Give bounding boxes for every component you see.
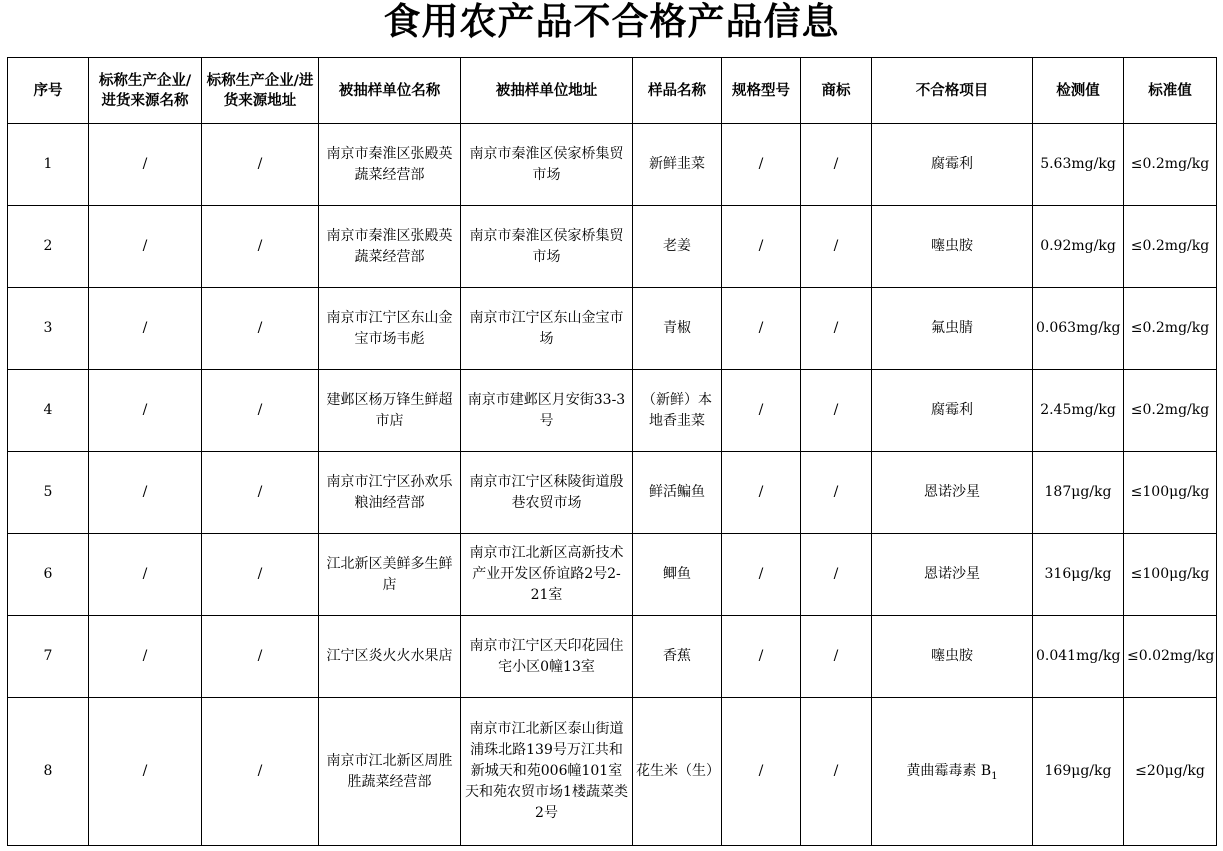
cell-spec: / <box>722 616 801 698</box>
cell-standard-value: ≤100μg/kg <box>1124 452 1217 534</box>
cell-sample-name: （新鲜）本地香韭菜 <box>633 370 722 452</box>
cell-brand: / <box>801 288 872 370</box>
cell-standard-value: ≤0.2mg/kg <box>1124 370 1217 452</box>
cell-producer: / <box>89 206 202 288</box>
table-row <box>8 370 1217 452</box>
cell-sample-name: 新鲜韭菜 <box>633 124 722 206</box>
table-row <box>8 534 1217 616</box>
cell-failed-item <box>872 698 1033 846</box>
cell-measured-value: 187μg/kg <box>1033 452 1124 534</box>
cell-no: 7 <box>8 616 89 698</box>
cell-brand: / <box>801 616 872 698</box>
table-row <box>8 124 1217 206</box>
cell-failed-item <box>872 370 1033 452</box>
header-sampled-unit: 被抽样单位名称 <box>319 58 461 124</box>
failed-item-text: 噻虫胺 <box>931 648 973 664</box>
failed-item-text: 噻虫胺 <box>931 238 973 254</box>
cell-standard-value: ≤20μg/kg <box>1124 698 1217 846</box>
table-row <box>8 452 1217 534</box>
cell-sampled-unit-address: 南京市江宁区天印花园住宅小区0幢13室 <box>461 616 633 698</box>
cell-sample-name: 鲫鱼 <box>633 534 722 616</box>
unqualified-products-table <box>7 57 1217 846</box>
cell-producer: / <box>89 370 202 452</box>
cell-producer: / <box>89 124 202 206</box>
cell-sampled-unit-address: 南京市秦淮区侯家桥集贸市场 <box>461 206 633 288</box>
cell-brand: / <box>801 452 872 534</box>
cell-producer-address: / <box>202 288 319 370</box>
cell-sampled-unit-address: 南京市江北新区高新技术产业开发区侨谊路2号2-21室 <box>461 534 633 616</box>
cell-sampled-unit-address: 南京市江宁区东山金宝市场 <box>461 288 633 370</box>
failed-item-text: 恩诺沙星 <box>924 566 980 582</box>
cell-measured-value: 316μg/kg <box>1033 534 1124 616</box>
cell-producer-address: / <box>202 124 319 206</box>
cell-producer: / <box>89 452 202 534</box>
failed-item-text: 腐霉利 <box>931 402 973 418</box>
cell-brand: / <box>801 370 872 452</box>
cell-failed-item <box>872 452 1033 534</box>
cell-sampled-unit: 南京市秦淮区张殿英蔬菜经营部 <box>319 206 461 288</box>
header-producer: 标称生产企业/进货来源名称 <box>89 58 202 124</box>
table-header-row <box>8 58 1217 124</box>
cell-sampled-unit: 南京市秦淮区张殿英蔬菜经营部 <box>319 124 461 206</box>
cell-sampled-unit: 江宁区炎火火水果店 <box>319 616 461 698</box>
cell-no: 2 <box>8 206 89 288</box>
cell-sampled-unit-address: 南京市江宁区秣陵街道殷巷农贸市场 <box>461 452 633 534</box>
header-no: 序号 <box>8 58 89 124</box>
cell-sampled-unit: 江北新区美鲜多生鲜店 <box>319 534 461 616</box>
cell-no: 4 <box>8 370 89 452</box>
header-sampled-unit-address: 被抽样单位地址 <box>461 58 633 124</box>
cell-producer-address: / <box>202 534 319 616</box>
table-row <box>8 698 1217 846</box>
cell-no: 8 <box>8 698 89 846</box>
cell-measured-value: 169μg/kg <box>1033 698 1124 846</box>
cell-producer-address: / <box>202 698 319 846</box>
cell-standard-value: ≤0.2mg/kg <box>1124 288 1217 370</box>
cell-no: 6 <box>8 534 89 616</box>
header-brand: 商标 <box>801 58 872 124</box>
cell-sampled-unit-address: 南京市建邺区月安街33-3号 <box>461 370 633 452</box>
cell-brand: / <box>801 534 872 616</box>
cell-sample-name: 老姜 <box>633 206 722 288</box>
cell-failed-item <box>872 534 1033 616</box>
cell-spec: / <box>722 206 801 288</box>
cell-measured-value: 0.041mg/kg <box>1033 616 1124 698</box>
failed-item-subscript: 1 <box>991 770 998 782</box>
header-failed-item: 不合格项目 <box>872 58 1033 124</box>
cell-sample-name: 香蕉 <box>633 616 722 698</box>
cell-producer: / <box>89 288 202 370</box>
table-row <box>8 616 1217 698</box>
failed-item-text: 恩诺沙星 <box>924 484 980 500</box>
cell-sampled-unit-address: 南京市江北新区泰山街道浦珠北路139号万江共和新城天和苑006幢101室天和苑农贸市场1楼蔬菜类2号 <box>461 698 633 846</box>
cell-measured-value: 0.063mg/kg <box>1033 288 1124 370</box>
page-title: 食用农产品不合格产品信息 <box>383 0 840 43</box>
table-row <box>8 206 1217 288</box>
cell-brand: / <box>801 698 872 846</box>
cell-spec: / <box>722 452 801 534</box>
cell-spec: / <box>722 124 801 206</box>
cell-sample-name: 鲜活鳊鱼 <box>633 452 722 534</box>
cell-failed-item <box>872 616 1033 698</box>
cell-brand: / <box>801 124 872 206</box>
cell-producer-address: / <box>202 370 319 452</box>
header-producer-address: 标称生产企业/进货来源地址 <box>202 58 319 124</box>
header-spec: 规格型号 <box>722 58 801 124</box>
cell-sampled-unit-address: 南京市秦淮区侯家桥集贸市场 <box>461 124 633 206</box>
cell-failed-item <box>872 206 1033 288</box>
cell-no: 1 <box>8 124 89 206</box>
cell-sampled-unit: 建邺区杨万锋生鲜超市店 <box>319 370 461 452</box>
cell-sample-name: 花生米（生） <box>633 698 722 846</box>
cell-producer-address: / <box>202 616 319 698</box>
cell-measured-value: 2.45mg/kg <box>1033 370 1124 452</box>
cell-spec: / <box>722 370 801 452</box>
cell-standard-value: ≤0.02mg/kg <box>1124 616 1217 698</box>
cell-no: 3 <box>8 288 89 370</box>
cell-measured-value: 5.63mg/kg <box>1033 124 1124 206</box>
failed-item-text: 腐霉利 <box>931 156 973 172</box>
cell-producer-address: / <box>202 206 319 288</box>
cell-failed-item <box>872 288 1033 370</box>
cell-measured-value: 0.92mg/kg <box>1033 206 1124 288</box>
cell-sampled-unit: 南京市江宁区孙欢乐粮油经营部 <box>319 452 461 534</box>
cell-spec: / <box>722 534 801 616</box>
cell-producer: / <box>89 534 202 616</box>
cell-standard-value: ≤0.2mg/kg <box>1124 124 1217 206</box>
failed-item-text: 黄曲霉毒素 B <box>906 763 992 779</box>
header-standard-value: 标准值 <box>1124 58 1217 124</box>
cell-sampled-unit: 南京市江宁区东山金宝市场韦彪 <box>319 288 461 370</box>
cell-brand: / <box>801 206 872 288</box>
cell-standard-value: ≤100μg/kg <box>1124 534 1217 616</box>
cell-producer: / <box>89 698 202 846</box>
cell-standard-value: ≤0.2mg/kg <box>1124 206 1217 288</box>
cell-producer: / <box>89 616 202 698</box>
cell-sample-name: 青椒 <box>633 288 722 370</box>
cell-no: 5 <box>8 452 89 534</box>
header-measured-value: 检测值 <box>1033 58 1124 124</box>
cell-failed-item <box>872 124 1033 206</box>
table-row <box>8 288 1217 370</box>
cell-producer-address: / <box>202 452 319 534</box>
cell-sampled-unit: 南京市江北新区周胜胜蔬菜经营部 <box>319 698 461 846</box>
header-sample-name: 样品名称 <box>633 58 722 124</box>
cell-spec: / <box>722 698 801 846</box>
failed-item-text: 氟虫腈 <box>931 320 973 336</box>
cell-spec: / <box>722 288 801 370</box>
